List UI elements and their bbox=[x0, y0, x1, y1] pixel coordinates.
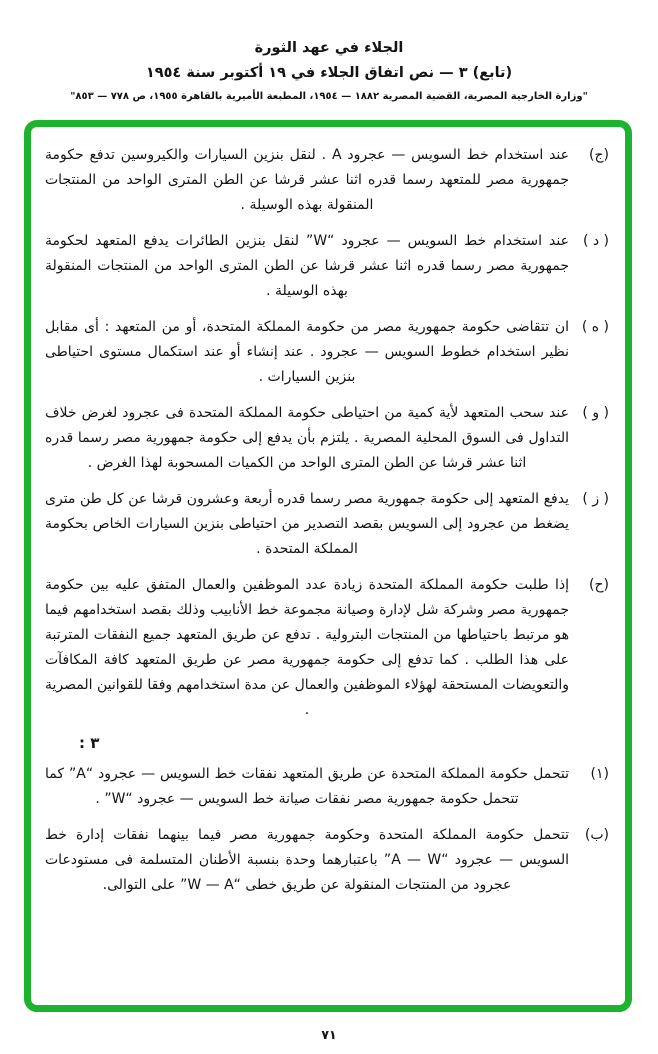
subparagraph-ba bbox=[45, 823, 609, 898]
paragraph-label: ( ز ) bbox=[582, 491, 609, 507]
paragraph-text: تتحمل حكومة المملكة المتحدة وحكومة جمهورية مصر فيما بينهما نفقات إدارة خط السويس — عجرود “A — W” باعتبارهما وحدة بنسبة الأطنان المتسلمة فى مستودعات عجرود من المنتجات المنقولة عن طريق خطى “W — A” على التوالى. bbox=[45, 827, 570, 893]
paragraph-text: عند استخدام خط السويس — عجرود “W” لنقل بنزين الطائرات يدفع المتعهد لحكومة جمهورية مصر رسما قدره اثنا عشر قرشا عن الطن المترى الواحد من المنتجات المنقولة بهذه الوسيلة . bbox=[45, 233, 569, 299]
paragraph-dal bbox=[45, 229, 609, 304]
section-number-text: ٣ : bbox=[79, 734, 100, 752]
paragraph-zay bbox=[45, 487, 609, 562]
paragraph-label: (١) bbox=[590, 766, 609, 782]
paragraph-text: تتحمل حكومة المملكة المتحدة عن طريق المتعهد نفقات خط السويس — عجرود “A” كما تتحمل حكومة جمهورية مصر نفقات صيانة خط السويس — عجرود “W” . bbox=[45, 766, 570, 807]
source-citation: "وزارة الخارجية المصرية، القضية المصرية ١٨٨٢ — ١٩٥٤، المطبعة الأميرية بالقاهرة ١٩٥٥، ص ٧٧٨ — ٨٥٣" bbox=[70, 91, 588, 102]
paragraph-text: ان تتقاضى حكومة جمهورية مصر من حكومة المملكة المتحدة، أو من المتعهد : أى مقابل نظير استخدام خطوط السويس — عجرود . عند إنشاء أو عند استكمال مستوى احتياطى بنزين السيارات . bbox=[45, 319, 569, 385]
paragraph-label: (ح) bbox=[589, 577, 609, 593]
page-header bbox=[0, 0, 658, 102]
paragraph-text: عند سحب المتعهد لأية كمية من احتياطى حكومة المملكة المتحدة فى عجرود لغرض خلاف التداول فى السوق المحلية المصرية . يلتزم بأن يدفع إلى حكومة جمهورية مصر رسما قدره اثنا عشر قرشا عن الطن المترى الواحد من الكميات المسحوبة لهذا الغرض . bbox=[45, 405, 569, 471]
paragraph-waw bbox=[45, 401, 609, 476]
paragraph-label: ( ه ) bbox=[581, 319, 609, 335]
paragraph-label: (ج) bbox=[589, 147, 609, 163]
page-subtitle: (تابع) ٣ — نص اتفاق الجلاء في ١٩ أكتوبر سنة ١٩٥٤ bbox=[145, 65, 513, 81]
paragraph-label: ( د ) bbox=[582, 233, 609, 249]
subparagraph-1 bbox=[45, 762, 609, 812]
paragraph-text: يدفع المتعهد إلى حكومة جمهورية مصر رسما قدره أربعة وعشرون قرشا عن كل طن مترى يضغط من عجرود إلى السويس بقصد التصدير من احتياطى بنزين السيارات الخاص بحكومة المملكة المتحدة . bbox=[45, 491, 569, 557]
page-number: ٧١ bbox=[321, 1027, 337, 1042]
page-title: الجلاء في عهد الثورة bbox=[254, 40, 404, 56]
paragraph-text: عند استخدام خط السويس — عجرود A . لنقل بنزين السيارات والكيروسين تدفع حكومة جمهورية مصر للمتعهد رسما قدره اثنا عشر قرشا عن الطن المترى الواحد من المنتجات المنقولة بهذه الوسيلة . bbox=[45, 147, 570, 213]
highlight-border-box bbox=[24, 120, 632, 1012]
paragraph-hah bbox=[45, 573, 609, 723]
paragraph-text: إذا طلبت حكومة المملكة المتحدة زيادة عدد الموظفين والعمال المتفق عليه بين حكومة جمهورية مصر وشركة شل لإدارة وصيانة مجموعة خط الأنابيب وذلك بقصد استخدامهم فيما هو مرتبط باحتياطها من المنتجات البترولية . تدفع عن طريق المتعهد جميع النفقات المترتبة على هذا الطلب . كما تدفع إلى حكومة جمهورية مصر عن طريق المتعهد كافة المكافآت والتعويضات المستحقة لهؤلاء الموظفين والعمال عن مدة استخدامهم وفقا للقوانين المصرية . bbox=[45, 577, 569, 718]
section-number-3 bbox=[45, 734, 609, 752]
paragraph-label: (ب) bbox=[584, 827, 609, 843]
paragraph-jeem bbox=[45, 143, 609, 218]
paragraph-ha bbox=[45, 315, 609, 390]
paragraph-label: ( و ) bbox=[582, 405, 609, 421]
